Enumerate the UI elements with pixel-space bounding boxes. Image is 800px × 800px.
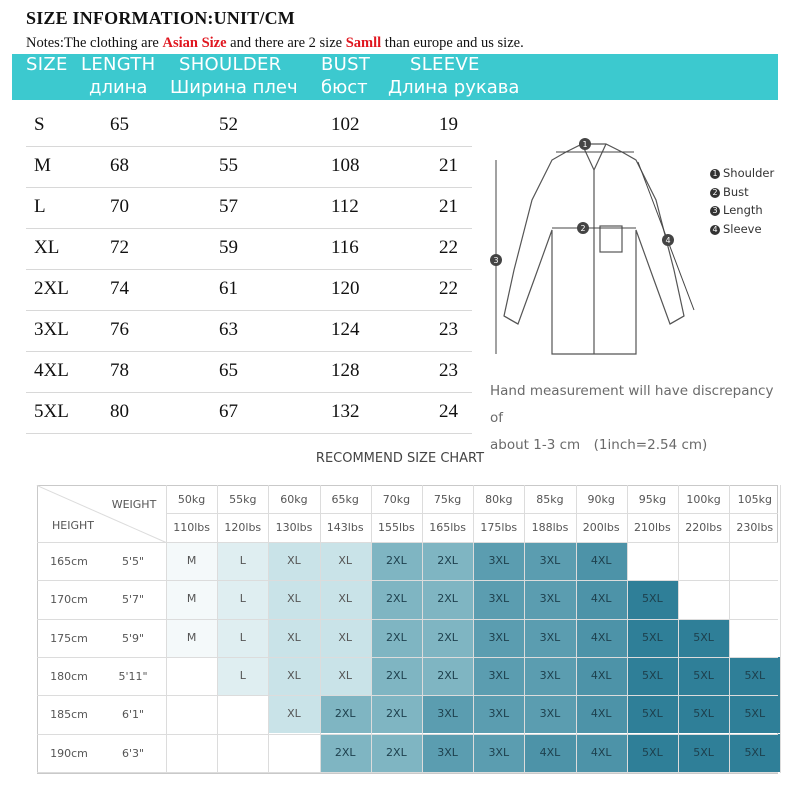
svg-text:4: 4 <box>665 236 671 245</box>
size-recommend-cell: 3XL <box>473 542 524 580</box>
size-cell: 22 <box>439 237 458 258</box>
shirt-diagram <box>486 130 702 360</box>
legend-marker-1-icon: 1 <box>710 169 720 179</box>
height-cm: 170cm <box>50 593 88 607</box>
weight-kg: 90kg <box>587 493 615 506</box>
height-cm: 190cm <box>50 746 88 760</box>
col-size-en: SIZE <box>26 54 68 75</box>
size-cell: XL <box>34 237 60 258</box>
weight-lbs: 143lbs <box>326 521 364 534</box>
legend-marker-3-icon: 3 <box>710 206 720 216</box>
size-recommend-cell: 4XL <box>576 580 627 618</box>
size-recommend-cell: 5XL <box>729 657 780 695</box>
grid-hline <box>37 580 778 581</box>
weight-label: WEIGHT <box>111 498 157 511</box>
size-cell: L <box>34 196 46 217</box>
size-recommend-cell: 3XL <box>524 695 575 733</box>
weight-kg: 85kg <box>536 493 564 506</box>
size-cell: 65 <box>219 360 238 381</box>
measure-note-line-2: about 1-3 cm (1inch=2.54 cm) <box>490 437 708 453</box>
size-recommend-cell: 2XL <box>422 542 473 580</box>
size-cell: 112 <box>331 196 359 217</box>
grid-hline <box>37 772 778 773</box>
size-recommend-cell: XL <box>268 619 319 657</box>
height-ft: 6'1" <box>121 708 145 722</box>
weight-lbs: 175lbs <box>480 521 518 534</box>
size-row <box>26 352 472 393</box>
diagram-legend <box>710 164 774 238</box>
grid-vline <box>473 485 474 773</box>
size-row <box>26 147 472 188</box>
size-recommend-cell <box>729 619 780 657</box>
size-cell: 5XL <box>34 401 69 422</box>
weight-kg: 50kg <box>177 493 206 506</box>
size-recommend-cell: 2XL <box>371 580 422 618</box>
size-recommend-cell: 2XL <box>371 542 422 580</box>
grid-hline <box>37 657 778 658</box>
size-recommend-cell: 2XL <box>371 619 422 657</box>
size-recommend-cell: 3XL <box>422 734 473 772</box>
size-cell: 124 <box>331 319 360 340</box>
weight-kg: 100kg <box>686 493 721 506</box>
height-ft: 5'11" <box>118 669 148 683</box>
col-sleeve-ru: Длина рукава <box>388 77 520 98</box>
size-recommend-cell: L <box>217 580 268 618</box>
size-recommend-cell: 5XL <box>729 695 780 733</box>
notes-mid: and there are 2 size <box>226 35 346 51</box>
size-recommend-cell: 4XL <box>524 734 575 772</box>
size-cell: 128 <box>331 360 360 381</box>
size-cell: 22 <box>439 278 458 299</box>
weight-lbs: 165lbs <box>429 521 466 534</box>
size-recommend-cell: 2XL <box>422 580 473 618</box>
size-recommend-cell: 5XL <box>627 734 678 772</box>
size-cell: 72 <box>110 237 129 258</box>
grid-hline <box>37 542 778 543</box>
size-recommend-cell <box>729 580 780 618</box>
legend-marker-2-icon: 2 <box>710 188 720 198</box>
size-cell: 102 <box>331 114 360 135</box>
svg-text:1: 1 <box>582 140 588 149</box>
grid-hline <box>166 513 778 514</box>
grid-vline <box>576 485 577 773</box>
size-recommend-cell: 5XL <box>678 657 729 695</box>
size-recommend-cell: 5XL <box>678 695 729 733</box>
size-recommend-cell: L <box>217 542 268 580</box>
size-cell: 67 <box>219 401 238 422</box>
weight-lbs: 200lbs <box>582 521 620 534</box>
size-header-bar <box>12 54 778 100</box>
svg-text:3: 3 <box>493 256 499 265</box>
grid-hline <box>37 734 778 735</box>
measure-lines <box>496 152 694 354</box>
size-recommend-cell <box>217 734 268 772</box>
size-recommend-cell: XL <box>268 695 319 733</box>
size-recommend-cell: 5XL <box>627 657 678 695</box>
size-cell: 120 <box>331 278 360 299</box>
size-cell: 63 <box>219 319 238 340</box>
size-recommend-cell: 3XL <box>473 580 524 618</box>
grid-vline <box>371 485 372 773</box>
size-cell: M <box>34 155 51 176</box>
size-cell: 3XL <box>34 319 69 340</box>
height-ft: 5'9" <box>121 631 145 645</box>
size-recommend-cell: 3XL <box>524 580 575 618</box>
size-recommend-cell <box>678 580 729 618</box>
height-cm: 175cm <box>50 631 88 645</box>
grid-vline <box>780 485 781 773</box>
recommend-size-chart <box>37 485 778 774</box>
grid-vline <box>627 485 628 773</box>
weight-lbs: 188lbs <box>531 521 569 534</box>
size-recommend-cell: XL <box>268 580 319 618</box>
col-length-ru: длина <box>89 77 148 98</box>
size-recommend-cell: M <box>166 542 217 580</box>
grid-vline <box>524 485 525 773</box>
size-recommend-cell: 3XL <box>524 619 575 657</box>
grid-vline <box>217 485 218 773</box>
size-recommend-cell: XL <box>320 580 371 618</box>
notes-samll: Samll <box>345 35 382 51</box>
size-recommend-cell: 4XL <box>576 734 627 772</box>
size-recommend-cell: 5XL <box>729 734 780 772</box>
size-cell: 52 <box>219 114 238 135</box>
size-recommend-cell: 3XL <box>473 657 524 695</box>
grid-vline <box>320 485 321 773</box>
notes-prefix: Notes:The clothing are <box>26 35 163 51</box>
size-cell: 23 <box>439 319 458 340</box>
weight-kg: 55kg <box>229 493 257 506</box>
size-recommend-cell <box>268 734 319 772</box>
height-cm: 185cm <box>50 708 88 722</box>
height-ft: 6'3" <box>121 746 145 760</box>
size-row <box>26 393 472 434</box>
size-recommend-cell: M <box>166 619 217 657</box>
weight-kg: 80kg <box>485 493 513 506</box>
weight-kg: 65kg <box>331 493 359 506</box>
size-recommend-cell: 5XL <box>678 734 729 772</box>
height-cm: 180cm <box>50 669 88 683</box>
size-recommend-cell: 2XL <box>371 657 422 695</box>
size-recommend-cell: 3XL <box>473 619 524 657</box>
col-bust-ru: бюст <box>321 77 368 98</box>
weight-kg: 70kg <box>382 493 411 506</box>
size-recommend-cell: L <box>217 619 268 657</box>
size-cell: 116 <box>331 237 359 258</box>
size-recommend-cell: 2XL <box>320 695 371 733</box>
height-cm: 165cm <box>50 555 88 568</box>
size-recommend-cell <box>166 657 217 695</box>
size-recommend-cell: 3XL <box>473 734 524 772</box>
size-recommend-cell: 2XL <box>371 734 422 772</box>
size-recommend-cell: 5XL <box>627 695 678 733</box>
size-recommend-cell: 2XL <box>422 619 473 657</box>
height-ft: 5'5" <box>121 555 145 568</box>
size-recommend-cell <box>678 542 729 580</box>
size-table <box>26 106 472 434</box>
weight-lbs: 230lbs <box>736 521 774 534</box>
size-cell: 21 <box>439 155 458 176</box>
measurement-note <box>490 378 790 459</box>
size-cell: 68 <box>110 155 129 176</box>
size-recommend-cell: 3XL <box>422 695 473 733</box>
size-cell: 70 <box>110 196 129 217</box>
size-cell: 132 <box>331 401 360 422</box>
recommend-title: RECOMMEND SIZE CHART <box>315 451 485 466</box>
size-row <box>26 311 472 352</box>
size-recommend-cell: XL <box>268 542 319 580</box>
size-cell: 65 <box>110 114 129 135</box>
size-cell: 108 <box>331 155 360 176</box>
size-recommend-cell: 5XL <box>627 580 678 618</box>
weight-lbs: 220lbs <box>685 521 722 534</box>
grid-vline <box>268 485 269 773</box>
size-recommend-cell: XL <box>320 619 371 657</box>
size-cell: 80 <box>110 401 129 422</box>
weight-kg: 60kg <box>280 493 308 506</box>
size-recommend-cell: 3XL <box>524 657 575 695</box>
size-recommend-cell <box>627 542 678 580</box>
col-bust-en: BUST <box>321 54 371 75</box>
size-recommend-cell <box>166 695 217 733</box>
weight-lbs: 155lbs <box>378 521 415 534</box>
legend-sleeve: 4 Sleeve <box>710 220 774 239</box>
size-recommend-cell: 3XL <box>524 542 575 580</box>
grid-vline <box>678 485 679 773</box>
size-cell: 23 <box>439 360 458 381</box>
notes-suffix: than europe and us size. <box>381 35 524 51</box>
legend-bust: 2 Bust <box>710 183 774 202</box>
size-row <box>26 188 472 229</box>
size-recommend-cell: 3XL <box>473 695 524 733</box>
legend-length: 3 Length <box>710 201 774 220</box>
weight-kg: 75kg <box>433 493 462 506</box>
size-info-title: SIZE INFORMATION:UNIT/CM <box>26 8 295 28</box>
col-length-en: LENGTH <box>81 54 156 75</box>
col-shoulder-ru: Ширина плеч <box>170 77 298 98</box>
size-recommend-cell: XL <box>320 542 371 580</box>
weight-lbs: 210lbs <box>634 521 671 534</box>
size-recommend-cell <box>729 542 780 580</box>
size-recommend-cell <box>166 734 217 772</box>
legend-shoulder: 1 Shoulder <box>710 164 774 183</box>
size-recommend-cell: 2XL <box>320 734 371 772</box>
col-shoulder-en: SHOULDER <box>179 54 282 75</box>
svg-text:2: 2 <box>580 224 586 233</box>
weight-lbs: 110lbs <box>173 521 210 534</box>
size-cell: S <box>34 114 45 135</box>
size-recommend-cell: 2XL <box>371 695 422 733</box>
size-cell: 59 <box>219 237 238 258</box>
grid-vline <box>729 485 730 773</box>
size-cell: 61 <box>219 278 238 299</box>
size-cell: 55 <box>219 155 238 176</box>
size-cell: 76 <box>110 319 129 340</box>
size-notes <box>26 35 524 52</box>
size-recommend-cell: XL <box>268 657 319 695</box>
size-recommend-cell: 2XL <box>422 657 473 695</box>
size-recommend-cell: 5XL <box>678 619 729 657</box>
col-sleeve-en: SLEEVE <box>410 54 480 75</box>
size-row <box>26 270 472 311</box>
size-row <box>26 229 472 270</box>
size-recommend-cell: L <box>217 657 268 695</box>
weight-lbs: 130lbs <box>275 521 313 534</box>
grid-hline <box>37 695 778 696</box>
grid-hline <box>37 619 778 620</box>
size-recommend-cell: XL <box>320 657 371 695</box>
measure-note-line-1: Hand measurement will have discrepancy of <box>490 383 774 426</box>
size-cell: 24 <box>439 401 458 422</box>
grid-vline <box>166 485 167 773</box>
size-cell: 74 <box>110 278 129 299</box>
weight-kg: 95kg <box>638 493 667 506</box>
size-cell: 57 <box>219 196 238 217</box>
size-cell: 2XL <box>34 278 69 299</box>
weight-kg: 105kg <box>737 493 772 506</box>
shirt-icon <box>504 144 684 354</box>
size-recommend-cell <box>217 695 268 733</box>
size-cell: 4XL <box>34 360 69 381</box>
size-cell: 21 <box>439 196 458 217</box>
grid-vline <box>422 485 423 773</box>
size-recommend-cell: 4XL <box>576 619 627 657</box>
size-recommend-cell: 4XL <box>576 542 627 580</box>
size-recommend-cell: 4XL <box>576 695 627 733</box>
notes-asian-size: Asian Size <box>162 35 227 51</box>
legend-marker-4-icon: 4 <box>710 225 720 235</box>
size-row <box>26 106 472 147</box>
size-cell: 19 <box>439 114 458 135</box>
height-label: HEIGHT <box>52 519 94 532</box>
weight-lbs: 120lbs <box>224 521 262 534</box>
size-recommend-cell: 5XL <box>627 619 678 657</box>
size-recommend-cell: 4XL <box>576 657 627 695</box>
height-ft: 5'7" <box>121 593 145 607</box>
size-cell: 78 <box>110 360 129 381</box>
size-recommend-cell: M <box>166 580 217 618</box>
